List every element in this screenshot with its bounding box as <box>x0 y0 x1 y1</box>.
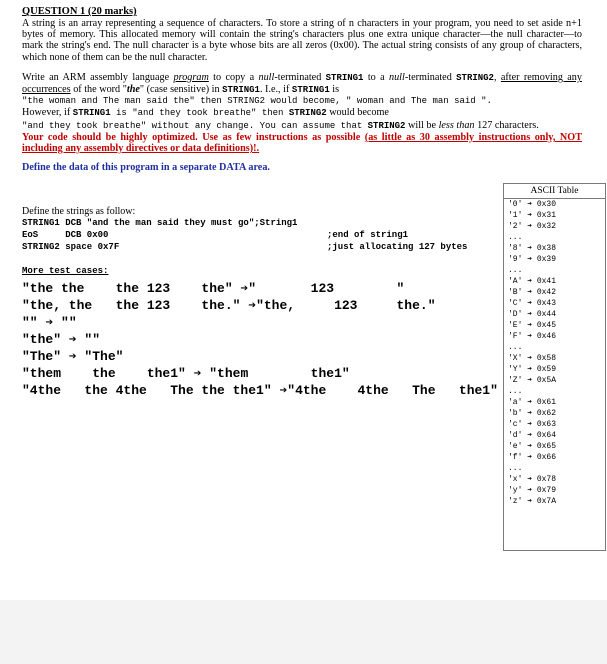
text: . I.e., if <box>259 84 292 96</box>
text: is <box>329 84 340 96</box>
code-comment-string2: ;just allocating 127 bytes <box>327 242 468 252</box>
string1-ref: STRING1 <box>72 108 111 119</box>
question-title: QUESTION 1 (20 marks) <box>22 6 137 17</box>
ascii-row: '2' ➔ 0x32 <box>508 222 557 231</box>
ascii-row: 'F' ➔ 0x46 <box>508 332 557 341</box>
ascii-ellipsis: ... <box>508 233 523 242</box>
null-word: null <box>388 71 405 83</box>
ascii-row: '1' ➔ 0x31 <box>508 211 557 220</box>
test-case: "the, the the 123 the." ➔"the, 123 the." <box>22 298 436 313</box>
ascii-row: '9' ➔ 0x39 <box>508 255 557 264</box>
code-comment-eos: ;end of string1 <box>327 230 409 240</box>
ascii-rows <box>504 199 605 507</box>
text: 127 characters. <box>474 119 539 131</box>
ascii-table <box>503 183 606 551</box>
ascii-ellipsis: ... <box>508 343 523 352</box>
program-word: program <box>173 71 209 83</box>
code-intro: Define the strings as follow: <box>22 206 136 217</box>
string1-ref: STRING1 <box>325 72 364 83</box>
less-than: less than <box>438 119 475 131</box>
ascii-table-title: ASCII Table <box>504 184 605 199</box>
ascii-row: '8' ➔ 0x38 <box>508 244 557 253</box>
code-line-eos: EoS DCB 0x00 <box>22 230 109 240</box>
code-line-string1: STRING1 DCB "and the man said they must go";String1 <box>22 218 298 228</box>
ascii-row: 'f' ➔ 0x66 <box>508 453 557 462</box>
ascii-row: 'd' ➔ 0x64 <box>508 431 557 440</box>
string1-ref: STRING1 <box>222 85 260 96</box>
string1-ref: STRING1 <box>291 85 330 96</box>
ascii-row: 'a' ➔ 0x61 <box>508 398 557 407</box>
text: would become <box>326 107 389 119</box>
text: to a <box>363 71 389 83</box>
ascii-row: 'X' ➔ 0x58 <box>508 354 557 363</box>
test-case: "the" ➔ "" <box>22 332 101 347</box>
text: " (case sensitive) in <box>139 84 223 96</box>
code-line-string2: STRING2 space 0x7F <box>22 242 120 252</box>
test-case: "The" ➔ "The" <box>22 349 124 364</box>
ascii-row: 'e' ➔ 0x65 <box>508 442 557 451</box>
text: Your code should be highly optimized. Use as few instructions as possible <box>22 131 365 143</box>
text: -terminated <box>274 71 326 83</box>
ascii-row: 'A' ➔ 0x41 <box>508 277 557 286</box>
optimization-note <box>22 132 582 154</box>
ascii-ellipsis: ... <box>508 387 523 396</box>
ascii-row: 'z' ➔ 0x7A <box>508 497 557 506</box>
ascii-ellipsis: ... <box>508 266 523 275</box>
text: -terminated <box>404 71 457 83</box>
page-footer-area <box>0 600 607 664</box>
example-3 <box>22 120 582 132</box>
ascii-ellipsis: ... <box>508 464 523 473</box>
null-word: null <box>258 71 275 83</box>
ascii-row: 'Z' ➔ 0x5A <box>508 376 557 385</box>
test-case: "4the the 4the The the the1" ➔"4the 4the The the1" <box>22 383 498 398</box>
test-case: "them the the1" ➔ "them the1" <box>22 366 350 381</box>
ascii-row: 'x' ➔ 0x78 <box>508 475 557 484</box>
ascii-row: 'Y' ➔ 0x59 <box>508 365 557 374</box>
string2-ref: STRING2 <box>456 72 494 83</box>
text: of the word " <box>70 84 127 96</box>
task-paragraph <box>22 72 582 96</box>
question-body <box>22 6 582 173</box>
text: "and they took breathe" without any change. You can assume that <box>22 120 368 131</box>
text: However, if <box>22 107 73 119</box>
text: to copy a <box>208 71 259 83</box>
string2-ref: STRING2 <box>288 108 327 119</box>
ascii-row: '0' ➔ 0x30 <box>508 200 557 209</box>
test-case: "the the the 123 the" ➔" 123 " <box>22 281 405 296</box>
text: Write an ARM assembly language <box>22 71 174 83</box>
text: is "and they took breathe" then <box>110 108 289 119</box>
ascii-row: 'E' ➔ 0x45 <box>508 321 557 330</box>
string2-ref: STRING2 <box>367 120 406 131</box>
ascii-row: 'D' ➔ 0x44 <box>508 310 557 319</box>
test-cases <box>22 280 502 398</box>
ascii-row: 'B' ➔ 0x42 <box>508 288 557 297</box>
define-heading: Define the data of this program in a separate DATA area. <box>22 162 270 174</box>
ascii-row: 'c' ➔ 0x63 <box>508 420 557 429</box>
ascii-row: 'b' ➔ 0x62 <box>508 409 557 418</box>
example-2 <box>22 107 582 119</box>
text: , <box>493 71 501 83</box>
intro-paragraph: A string is an array representing a sequence of characters. To store a string of n characters in your program, you need to set aside n+1 bytes of memory. This allocated memory will contain the string's characters plus one extra unique character—the null character—to mark the string's end. The null character is a byte whose bits are all zeros (0x00). The actual string consists of any group of characters, which none of them can be the null character. <box>22 18 582 63</box>
instruction-limit: (as little as 30 assembly instructions only, NOT including any assembly directives or data definitions)!. <box>22 131 582 155</box>
more-tests-heading: More test cases: <box>22 266 109 276</box>
text: will be <box>405 119 439 131</box>
ascii-row: 'C' ➔ 0x43 <box>508 299 557 308</box>
the-word: the <box>126 84 140 96</box>
example-1: "the woman and The man said the" then STRING2 would become, " woman and The man said ". <box>22 96 492 107</box>
after-removing: after removing any occurrences <box>22 71 582 96</box>
test-case: "" ➔ "" <box>22 315 77 330</box>
ascii-row: 'y' ➔ 0x79 <box>508 486 557 495</box>
